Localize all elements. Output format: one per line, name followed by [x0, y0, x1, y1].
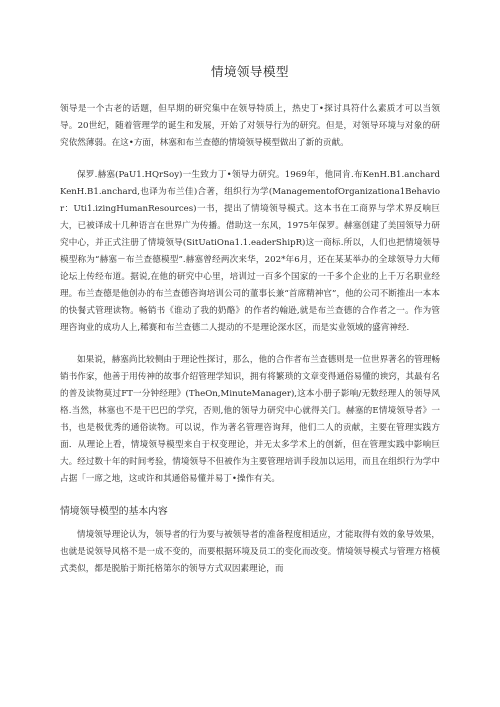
- section-heading: 情境领导模型的基本内容: [60, 506, 168, 517]
- document-page: [60, 62, 440, 593]
- hersey-paragraph: 保罗.赫塞(PaU1.HQrSoy)一生致力丁•领导力研究。1969年，他同肯.布KenH.B1.anchardKenH.B1.anchard,也译为布兰佳)合著，组织行为学(ManagementofOrganizationa1Behavior：Uti1.izingHumanResources)一书，提出了情境领导模式。这本书在工商界与学术界反响巨大，已被译成十几种语言在世界广为传播。借助这一东风，1975年保罗。赫塞创建了美国领导力研究中心，并正式注册了情境领导(SitUatiOna1.1.eaderShipR)这一商标.所以，人们也把情境领导模型称为“赫塞－布兰查德模型”.赫塞曾经两次来华，202*年6月，还在某某举办的全球领导力大师论坛上传经布道。据说,在他的研究中心里，培训过一百多个国家的一千多个企业的上千万名职业经理。布兰查德是他创办的布兰查德咨询培训公司的董事长兼“首席精神官”，他的公司不断推出一本本的快餐式管理读物。畅销书《谁动了我的奶酪》的作者约翰逊,就是布兰查德的合作者之一。作为管理咨询业的成功人上,稀赛和布兰查德二人提动的不是理论深水区，而是实业领域的盛宵神经.: [60, 170, 440, 333]
- document-title: 情境领导模型: [210, 64, 289, 79]
- section-paragraph: 情境领导理论认为，领导者的行为要与被领导者的准备程度相适应，才能取得有效的象导效果，也就是说领导风格不是一成不变的，而要根据环境及员工的变化而改变。情境领导模式与管理方格模式类似，都是脱胎于斯托格第尔的领导方式双因素理论，而: [60, 530, 440, 574]
- blanchard-paragraph: 如果说，赫塞尚比较侧由于理论性探讨，那么，他的合作者布兰查德则是一位世界著名的管理畅销书作家，他善于用传神的故事介绍管理学知识，拥有将繁琐的文章变得通俗易懂的谀窍，其最有名的普及读物莫过FT一分钟经理》(TheOn,MinuteManager),这本小册子影响/无数经理人的领导风格.当然，林塞也不是干巴巴的学究，否则,他的领导力研究中心就得关门。赫塞的E情境领导者》一书，也是极优秀的通俗读物。可以说，作为著名管理咨询拜，他们二人的贡献，主要在管理实践方面．从理论上看，情境领导模型来自于权变理论，并无太多学术上的创新，但在管理实践中影响巨大。经过数十年的时间考验，情境领导不但被作为主要管理培训手段加以运用，而且在组织行为学中占据「一席之地，这或许和其通俗易懂并易丁•操作有关。: [60, 355, 440, 484]
- intro-paragraph: 领导是一个古老的话题，但早期的研究集中在领导特质上，热史丁•探讨具符什么素质才可以当领导。20世纪，随着管理学的诞生和发展，开始了对领导行为的研究。但是，对领导环境与对象的研究依然薄弱。在这•方面，林塞和布兰查德的情境领导模型做出了新的贡献。: [60, 104, 440, 148]
